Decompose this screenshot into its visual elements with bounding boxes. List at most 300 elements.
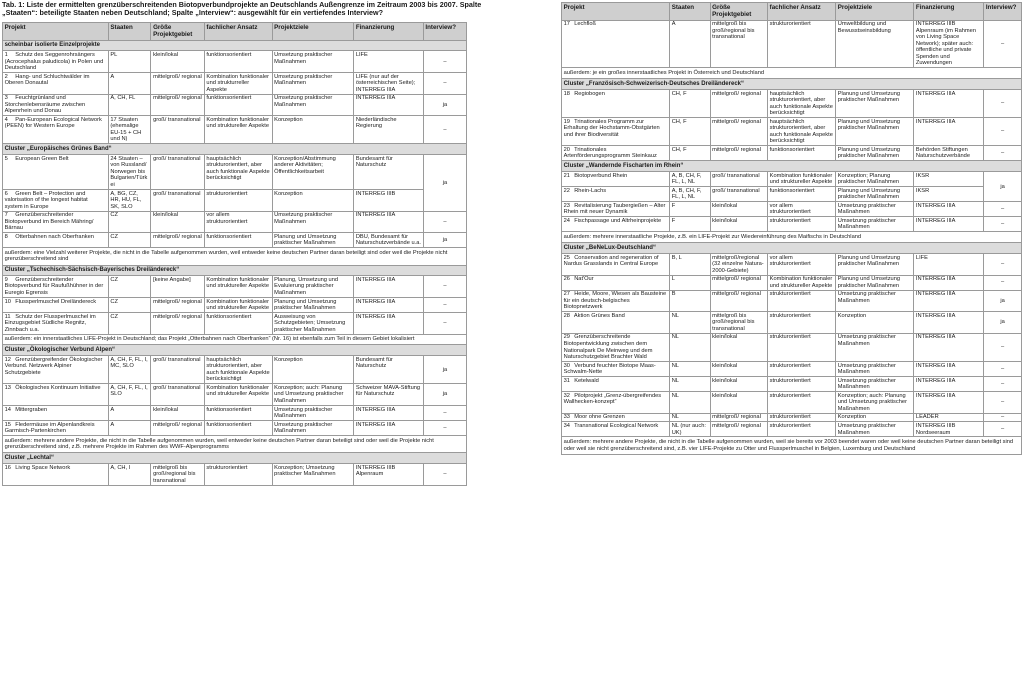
cluster-heading-row: [562, 243, 1022, 254]
cell-finanzierung: INTERREG IIIA: [914, 217, 984, 232]
table-row: [3, 94, 467, 116]
cell-finanzierung: LIFE: [914, 253, 984, 275]
cell-ziele: Konzeption; auch: Planung und Umsetzung praktischer Maßnahmen: [836, 392, 914, 414]
cell-finanzierung: INTERREG IIIB Alpenraum (im Rahmen von Living Space Network); später auch: öffentliche und private Spenden und Zuwendungen: [914, 20, 984, 68]
cell-groesse: mittelgroß bis groß/regional bis transnational: [151, 464, 204, 486]
table-note: außerdem: je ein großes innerstaatliches Projekt in Österreich und Deutschland: [562, 68, 1022, 79]
cell-ziele: Planung und Umsetzung praktischer Maßnahmen: [836, 118, 914, 146]
cell-interview: –: [984, 20, 1022, 68]
table-row: [562, 89, 1022, 117]
project-name: Lechfloß: [574, 21, 597, 28]
header-ansatz: fachlicher Ansatz: [768, 3, 836, 21]
cell-staaten: A, CH, F, FL, I, SLO: [108, 384, 151, 406]
cell-groesse: klein/lokal: [710, 377, 768, 392]
cell-ansatz: Kombination funktionaler und struktureller Aspekte: [204, 384, 272, 406]
project-name: Pilotprojekt „Grenz-übergreifendes Wallhecken-konzept“: [563, 392, 662, 406]
cell-ziele: Planung und Umsetzung praktischer Maßnahmen: [272, 233, 354, 248]
table-note: außerdem: ein innerstaatliches LIFE-Projekt in Deutschland; das Projekt „Otterbahnen nach Oberfranken“ (Nr. 16) ist ebenfalls zum Teil in diesem Gebiet lokalisiert: [3, 334, 467, 345]
cell-staaten: A, B, CH, F, FL, L, NL: [670, 172, 710, 187]
cell-staaten: CZ: [108, 211, 151, 233]
project-name: Moor ohne Grenzen: [574, 414, 625, 421]
cell-projekt: [3, 356, 109, 384]
cell-interview: –: [423, 421, 466, 436]
header-projekt: Projekt: [562, 3, 670, 21]
project-number: 16: [4, 464, 11, 471]
cell-ziele: Konzeption: [836, 413, 914, 422]
cell-finanzierung: IKSR: [914, 187, 984, 202]
cell-groesse: klein/lokal: [710, 217, 768, 232]
cell-finanzierung: INTERREG IIIA: [914, 392, 984, 414]
note-row: [3, 334, 467, 345]
header-staaten: Staaten: [108, 23, 151, 41]
cell-staaten: F: [670, 217, 710, 232]
cell-ziele: Planung und Umsetzung praktischer Maßnahmen: [836, 275, 914, 290]
project-number: 18: [563, 90, 570, 97]
cell-projekt: [562, 290, 670, 312]
cell-finanzierung: DBU, Bundesamt für Naturschutzverbände u.a.: [354, 233, 424, 248]
cell-ansatz: funktionsorientiert: [204, 94, 272, 116]
cell-projekt: [562, 333, 670, 361]
cell-ziele: Umsetzung praktischer Maßnahmen: [272, 211, 354, 233]
project-number: 3: [4, 95, 8, 102]
cell-finanzierung: INTERREG IIIA: [914, 377, 984, 392]
project-number: 33: [563, 414, 570, 421]
project-name: Ökologisches Kontinuum Initiative: [15, 384, 101, 391]
project-name: Transnational Ecological Network: [574, 422, 659, 429]
cell-staaten: A, B, CH, F, FL, L, NL: [670, 187, 710, 202]
table-row: [3, 51, 467, 73]
cell-groesse: mittelgroß/regional (32 einzelne Natura-2000-Gebiete): [710, 253, 768, 275]
cell-ansatz: strukturorientiert: [768, 413, 836, 422]
header-finanzierung: Finanzierung: [354, 23, 424, 41]
table-row: [3, 464, 467, 486]
cell-finanzierung: INTERREG IIIA: [914, 275, 984, 290]
cell-interview: –: [984, 333, 1022, 361]
cell-ziele: Umsetzung praktischer Maßnahmen: [836, 217, 914, 232]
cell-staaten: NL: [670, 377, 710, 392]
cell-finanzierung: INTERREG IIIA: [354, 313, 424, 335]
project-number: 6: [4, 190, 8, 197]
cell-ziele: Konzeption: [272, 189, 354, 211]
table-note: außerdem: eine Vielzahl weiterer Projekte, die nicht in die Tabelle aufgenommen wurden, weil entweder keine deutschen Partner daran beteiligt sind oder weil die Projekte nicht grenzüberschreitend sind: [3, 248, 467, 265]
cell-ansatz: funktionsorientiert: [204, 233, 272, 248]
table-row: [562, 187, 1022, 202]
cell-ansatz: Kombination funktionaler und strukturreller Aspekte: [204, 72, 272, 94]
cell-finanzierung: INTERREG IIIA: [354, 405, 424, 420]
project-number: 28: [563, 312, 570, 319]
cell-interview: –: [423, 313, 466, 335]
cell-finanzierung: INTERREG IIIB Alpenraum: [354, 464, 424, 486]
cell-staaten: CZ: [108, 313, 151, 335]
cluster-heading-row: [562, 161, 1022, 172]
project-name: Grenzüberschreitende Biotopentwicklung zwischen dem Nationalpark De Meinweg und dem Naturschutzgebiet Brachter Wald: [563, 334, 653, 361]
table-row: [3, 116, 467, 144]
cell-groesse: klein/lokal: [151, 405, 204, 420]
cell-groesse: groß/ transnational: [710, 172, 768, 187]
cell-interview: –: [423, 72, 466, 94]
cell-finanzierung: INTERREG IIIB: [354, 189, 424, 211]
table-right-column: [561, 2, 1022, 455]
table-row: [562, 377, 1022, 392]
cell-staaten: CZ: [108, 233, 151, 248]
table-row: [3, 384, 467, 406]
cell-projekt: [562, 20, 670, 68]
cell-finanzierung: INTERREG IIIA: [354, 297, 424, 312]
cell-staaten: A: [108, 405, 151, 420]
cell-finanzierung: Behörden Stiftungen Naturschutzverbände: [914, 146, 984, 161]
cell-groesse: groß/ transnational: [151, 384, 204, 406]
cell-ansatz: Kombination funktionaler und struktureller Aspekte: [204, 116, 272, 144]
cell-finanzierung: LIFE: [354, 51, 424, 73]
cell-ziele: Konzeption: [272, 356, 354, 384]
cell-staaten: 24 Staaten – von Russland/ Norwegen bis Bulgarien/Türkei: [108, 155, 151, 190]
table-row: [562, 362, 1022, 377]
cell-ansatz: hauptsächlich strukturorientiert, aber auch funktionale Aspekte berücksichtigt: [204, 155, 272, 190]
cell-groesse: mittelgroß/ regional: [710, 89, 768, 117]
cell-groesse: groß/ transnational: [151, 356, 204, 384]
cluster-heading-row: [3, 265, 467, 276]
cell-groesse: mittelgroß/ regional: [151, 421, 204, 436]
cell-ziele: Umsetzung praktischer Maßnahmen: [836, 202, 914, 217]
cell-ansatz: Kombination funktionaler und struktureller Aspekte: [204, 297, 272, 312]
cell-staaten: 17 Staaten (ehemalige EU-15 + CH und N): [108, 116, 151, 144]
project-name: Trinationales Programm zur Erhaltung der Hochstamm-Obstgärten und ihrer Biodiversität: [563, 118, 660, 138]
cell-ziele: Umsetzung praktischer Maßnahmen: [836, 290, 914, 312]
header-ziele: Projektziele: [836, 3, 914, 21]
project-name: Revitalisierung Taubergießen – Alter Rhein mit neuer Dynamik: [563, 202, 666, 216]
cell-ziele: Umsetzung praktischer Maßnahmen: [272, 421, 354, 436]
project-number: 13: [4, 384, 11, 391]
table-left-column: [2, 22, 467, 486]
cell-ansatz: strukturorientiert: [768, 362, 836, 377]
cell-interview: –: [984, 202, 1022, 217]
cell-projekt: [3, 189, 109, 211]
project-name: Pan-European Ecological Network (PEEN) for Western Europe: [4, 116, 102, 130]
cell-ziele: Planung und Umsetzung praktischer Maßnahmen: [836, 89, 914, 117]
cell-ziele: Umweltbildung und Bewusstseinsbildung: [836, 20, 914, 68]
project-number: 15: [4, 421, 11, 428]
cell-staaten: A, CH, I: [108, 464, 151, 486]
cell-interview: –: [984, 275, 1022, 290]
table-row: [3, 211, 467, 233]
cell-projekt: [3, 51, 109, 73]
cell-staaten: NL (nur auch: UK): [670, 422, 710, 437]
project-name: Mittergraben: [15, 406, 48, 413]
table-header-row: [562, 3, 1022, 21]
project-name: Grenzüberschreitender Biotopverbund für Raufußhühner in der Euregio Egrensis: [4, 276, 104, 296]
cell-groesse: klein/lokal: [710, 333, 768, 361]
cell-projekt: [562, 253, 670, 275]
project-number: 9: [4, 276, 8, 283]
note-row: [3, 436, 467, 453]
cell-groesse: mittelgroß/ regional: [710, 413, 768, 422]
cell-groesse: klein/lokal: [710, 362, 768, 377]
cell-ziele: Umsetzung praktischer Maßnahmen: [272, 94, 354, 116]
cell-staaten: A: [670, 20, 710, 68]
cell-interview: –: [984, 146, 1022, 161]
cell-projekt: [3, 72, 109, 94]
cell-finanzierung: Bundesamt für Naturschutz: [354, 356, 424, 384]
cell-finanzierung: INTERREG IIIA: [914, 118, 984, 146]
project-name: Aktion Grünes Band: [573, 312, 625, 319]
cluster-heading-row: [3, 144, 467, 155]
cell-finanzierung: IKSR: [914, 172, 984, 187]
project-name: Ketelwald: [574, 377, 599, 384]
header-projekt: Projekt: [3, 23, 109, 41]
cell-ziele: Planung und Umsetzung praktischer Maßnahmen: [836, 253, 914, 275]
project-number: 10: [4, 298, 11, 305]
cell-finanzierung: INTERREG IIIA: [914, 312, 984, 334]
cell-ziele: Umsetzung praktischer Maßnahmen: [272, 72, 354, 94]
table-row: [562, 20, 1022, 68]
project-name: Grenzüberschreitender Biotopverbund im Bereich Mähring/ Bärnau: [4, 212, 94, 232]
project-number: 17: [563, 21, 570, 28]
cell-projekt: [3, 233, 109, 248]
cell-projekt: [3, 313, 109, 335]
cell-ansatz: hauptsächlich strukturorientiert, aber auch funktionale Aspekte berücksichtigt: [204, 356, 272, 384]
project-name: Rhein-Lachs: [574, 187, 607, 194]
cell-projekt: [562, 89, 670, 117]
table-row: [562, 118, 1022, 146]
table-row: [562, 275, 1022, 290]
cell-ziele: Ausweisung von Schutzgebieten; Umsetzung praktischer Maßnahmen: [272, 313, 354, 335]
cell-interview: –: [423, 464, 466, 486]
cell-finanzierung: LEADER: [914, 413, 984, 422]
table-row: [3, 155, 467, 190]
cell-finanzierung: INTERREG IIIA: [354, 421, 424, 436]
cell-ziele: Planung und Umsetzung praktischer Maßnahmen: [836, 187, 914, 202]
table-row: [3, 297, 467, 312]
cell-interview: –: [423, 211, 466, 233]
cell-finanzierung: INTERREG IIIA: [914, 89, 984, 117]
table-row: [562, 392, 1022, 414]
cell-staaten: L: [670, 275, 710, 290]
project-name: Fischpassage und Altrheinprojekte: [574, 217, 662, 224]
cell-ansatz: vor allem strukturorientiert: [768, 202, 836, 217]
cell-interview: –: [984, 253, 1022, 275]
project-number: 23: [563, 202, 570, 209]
project-number: 21: [563, 172, 570, 179]
cell-ziele: Konzeption: [272, 116, 354, 144]
project-name: Living Space Network: [15, 464, 71, 471]
project-number: 31: [563, 377, 570, 384]
cell-groesse: mittelgroß/ regional: [151, 72, 204, 94]
cell-ansatz: strukturorientiert: [768, 377, 836, 392]
cell-groesse: mittelgroß/ regional: [710, 146, 768, 161]
project-name: Fledermäuse im Alpenlandkreis Garmisch-Partenkirchen: [4, 421, 95, 435]
cell-finanzierung: INTERREG IIIA: [354, 211, 424, 233]
table-body-left: [3, 40, 467, 485]
table-row: [3, 276, 467, 298]
header-staaten: Staaten: [670, 3, 710, 21]
header-finanzierung: Finanzierung: [914, 3, 984, 21]
cell-finanzierung: Bundesamt für Naturschutz: [354, 155, 424, 190]
cell-ansatz: hauptsächlich strukturorientiert, aber auch funktionale Aspekte berücksichtigt: [768, 89, 836, 117]
project-name: Conservation and regeneration of Nardus Grasslands in Central Europe: [563, 254, 659, 268]
cell-ansatz: strukturorientiert: [204, 189, 272, 211]
cell-ansatz: vor allem strukturorientiert: [204, 211, 272, 233]
cell-interview: –: [984, 217, 1022, 232]
table-row: [562, 333, 1022, 361]
project-name: Biotopverbund Rhein: [574, 172, 628, 179]
cell-ziele: Planung und Umsetzung praktischer Maßnahmen: [836, 146, 914, 161]
cell-projekt: [562, 172, 670, 187]
project-name: Nat'Our: [574, 276, 594, 283]
cell-ansatz: strukturorientiert: [768, 217, 836, 232]
project-name: Hang- und Schluchtwälder im Oberen Donautal: [4, 73, 90, 87]
cell-finanzierung: INTERREG IIIA: [354, 276, 424, 298]
cluster-heading: Cluster „BeNeLux-Deutschland“: [562, 243, 1022, 254]
cell-projekt: [3, 276, 109, 298]
cell-staaten: F: [670, 202, 710, 217]
cell-staaten: CH, F: [670, 146, 710, 161]
project-number: 27: [563, 291, 570, 298]
project-number: 22: [563, 187, 570, 194]
cell-ansatz: strukturorientiert: [768, 312, 836, 334]
cell-projekt: [3, 211, 109, 233]
cell-interview: –: [984, 422, 1022, 437]
cell-interview: ja: [984, 290, 1022, 312]
table-row: [562, 312, 1022, 334]
cell-projekt: [3, 384, 109, 406]
cluster-heading: scheinbar isolierte Einzelprojekte: [3, 40, 467, 51]
cell-interview: –: [984, 392, 1022, 414]
cell-ziele: Umsetzung praktischer Maßnahmen: [272, 51, 354, 73]
cell-groesse: groß/ transnational: [151, 189, 204, 211]
table-row: [3, 189, 467, 211]
note-row: [3, 248, 467, 265]
cell-ziele: Konzeption/Abstimmung anderer Aktivitäten; Öffentlichkeitsarbeit: [272, 155, 354, 190]
cell-groesse: mittelgroß/ regional: [710, 422, 768, 437]
cell-projekt: [562, 275, 670, 290]
cell-groesse: groß/ transnational: [710, 187, 768, 202]
note-row: [562, 68, 1022, 79]
cell-interview: –: [984, 362, 1022, 377]
project-number: 20: [563, 146, 570, 153]
cell-ansatz: strukturorientiert: [204, 464, 272, 486]
cell-ansatz: vor allem strukturorientiert: [768, 253, 836, 275]
cell-ansatz: Kombination funktionaler und struktureller Aspekte: [768, 172, 836, 187]
cell-ansatz: funktionsorientiert: [768, 187, 836, 202]
project-name: European Green Belt: [15, 155, 69, 162]
cell-staaten: NL: [670, 392, 710, 414]
cell-projekt: [562, 422, 670, 437]
cell-projekt: [3, 421, 109, 436]
project-name: Green Belt – Protection and valorisation of the longest habitat system in Europe: [4, 190, 88, 210]
header-groesse: Größe Projektgebiet: [151, 23, 204, 41]
cell-interview: –: [423, 405, 466, 420]
note-row: [562, 232, 1022, 243]
cell-interview: –: [984, 377, 1022, 392]
cell-ziele: Planung und Umsetzung praktischer Maßnahmen: [272, 297, 354, 312]
table-row: [3, 421, 467, 436]
cell-staaten: CZ: [108, 276, 151, 298]
cell-ansatz: strukturorientiert: [768, 290, 836, 312]
cell-interview: –: [423, 51, 466, 73]
cell-ziele: Umsetzung praktischer Maßnahmen: [836, 377, 914, 392]
cell-groesse: mittelgroß/ regional: [710, 275, 768, 290]
cell-ansatz: funktionsorientiert: [204, 313, 272, 335]
cluster-heading: Cluster „Ökologischer Verbund Alpen“: [3, 345, 467, 356]
project-number: 1: [4, 51, 8, 58]
cell-ziele: Konzeption; auch: Planung und Umsetzung praktischer Maßnahmen: [272, 384, 354, 406]
cell-ziele: Konzeption; Planung praktischer Maßnahmen: [836, 172, 914, 187]
project-number: 32: [563, 392, 570, 399]
project-number: 4: [4, 116, 8, 123]
cell-groesse: mittelgroß/ regional: [151, 297, 204, 312]
cell-projekt: [3, 155, 109, 190]
table-row: [3, 405, 467, 420]
cell-finanzierung: Schweizer MAVA-Stiftung für Naturschutz: [354, 384, 424, 406]
project-number: 8: [4, 233, 8, 240]
table-row: [562, 290, 1022, 312]
project-number: 29: [563, 334, 570, 341]
cell-groesse: mittelgroß/ regional: [710, 118, 768, 146]
project-number: 7: [4, 212, 8, 219]
cluster-heading-row: [3, 345, 467, 356]
cell-groesse: mittelgroß bis groß/regional bis transnational: [710, 312, 768, 334]
cell-ziele: Konzeption: [836, 312, 914, 334]
cell-groesse: klein/lokal: [710, 202, 768, 217]
cell-groesse: groß/ transnational: [151, 116, 204, 144]
cell-staaten: NL: [670, 333, 710, 361]
cell-ansatz: funktionsorientiert: [204, 405, 272, 420]
project-name: Schutz der Flussperlmuschel im Einzugsgebiet Südliche Regnitz, Zinnbach u.a.: [4, 313, 96, 333]
cell-projekt: [3, 297, 109, 312]
cell-groesse: mittelgroß/ regional: [710, 290, 768, 312]
header-groesse: Größe Projektgebiet: [710, 3, 768, 21]
cell-projekt: [562, 312, 670, 334]
cell-projekt: [562, 118, 670, 146]
cell-groesse: mittelgroß/ regional: [151, 94, 204, 116]
cluster-heading-row: [3, 40, 467, 51]
cell-finanzierung: INTERREG IIIA: [354, 94, 424, 116]
project-number: 11: [4, 313, 11, 320]
cell-finanzierung: INTERREG IIIB Nordseeraum: [914, 422, 984, 437]
cell-ziele: Umsetzung praktischer Maßnahmen: [836, 333, 914, 361]
table-header-row: [3, 23, 467, 41]
cell-staaten: NL: [670, 312, 710, 334]
cell-groesse: mittelgroß/ regional: [151, 313, 204, 335]
table-note: außerdem: mehrere andere Projekte, die nicht in die Tabelle aufgenommen wurden, weil sie bereits vor 2003 beendet waren oder weil keine deutschen Partner daran beteiligt sind oder weil sie nicht grenzüberschreitend sind, z.B. vier LIFE-Projekte zu Otter und Flussperlmuschel in Belgien, Luxemburg und Deutschland: [562, 437, 1022, 454]
header-ziele: Projektziele: [272, 23, 354, 41]
project-name: Otterbahnen nach Oberfranken: [15, 233, 94, 240]
cell-finanzierung: INTERREG IIIA: [914, 202, 984, 217]
cell-staaten: CH, F: [670, 118, 710, 146]
table-caption: Tab. 1: Liste der ermittelten grenzüberschreitenden Biotopverbundprojekte an Deutschlands Außengrenze im Zeitraum 2003 bis 2007. Spalte „Staaten“: beteiligte Staaten neben Deutschland; Spalte „Interview“: ausgewählt für ein vertiefendes Interview?: [2, 0, 482, 18]
cell-projekt: [562, 202, 670, 217]
table-row: [562, 202, 1022, 217]
cell-ansatz: strukturorientiert: [768, 422, 836, 437]
cell-projekt: [562, 392, 670, 414]
cell-staaten: A, BG, CZ, HR, HU, FL, SK, SLO: [108, 189, 151, 211]
project-name: Feuchtgrünland und Storchenlebensräume zwischen Alpenrhein und Donau: [4, 95, 86, 115]
cell-interview: ja: [423, 94, 466, 116]
cell-finanzierung: INTERREG IIIA: [914, 290, 984, 312]
cell-projekt: [3, 464, 109, 486]
project-number: 34: [563, 422, 570, 429]
cell-projekt: [562, 377, 670, 392]
project-name: Heide, Moore, Wiesen als Bausteine für ein deutsch-belgisches Biotopnetzwerk: [563, 291, 667, 311]
cell-staaten: B, L: [670, 253, 710, 275]
cell-projekt: [562, 187, 670, 202]
project-name: Trinationales Artenförderungsprogramm Steinkauz: [563, 146, 657, 160]
cell-ziele: Umsetzung praktischer Maßnahmen: [836, 422, 914, 437]
cell-ziele: Konzeption; Umsetzung praktischer Maßnahmen: [272, 464, 354, 486]
cell-staaten: A, CH, FL: [108, 94, 151, 116]
cell-groesse: mittelgroß/ regional: [151, 233, 204, 248]
cell-ansatz: hauptsächlich strukturorientiert, aber auch funktionale Aspekte berücksichtigt: [768, 118, 836, 146]
